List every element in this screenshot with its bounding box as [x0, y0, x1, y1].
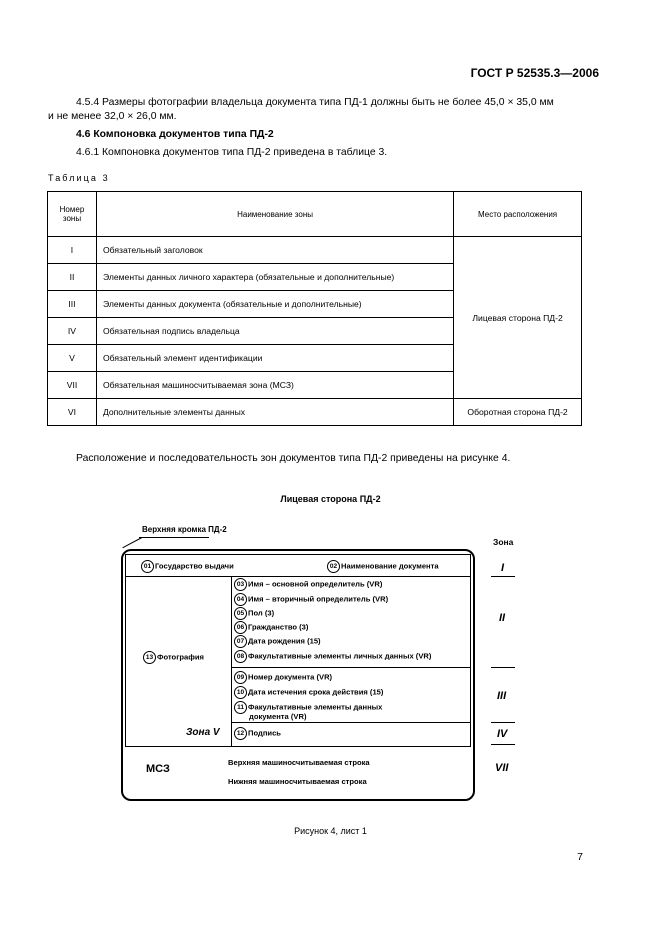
- field-number-badge: 09: [234, 671, 247, 684]
- figure-title: Лицевая сторона ПД-2: [280, 494, 381, 504]
- mrz-line-bottom: Нижняя машиносчитываемая строка: [228, 777, 367, 786]
- zone-v-label: Зона V: [186, 727, 220, 738]
- standard-header: ГОСТ Р 52535.3—2006: [470, 66, 599, 80]
- zone-number: IV: [48, 318, 97, 345]
- table-header-row: [48, 192, 582, 237]
- document-field: [234, 671, 332, 684]
- para-454-line2: и не менее 32,0 × 26,0 мм.: [48, 111, 177, 122]
- zone-tick: [491, 576, 515, 577]
- figure-intro: Расположение и последовательность зон документов типа ПД-2 приведены на рисунке 4.: [76, 453, 511, 464]
- document-field-continuation: документа (VR): [249, 712, 307, 721]
- mrz-label: МСЗ: [146, 763, 170, 775]
- zone-number: I: [48, 237, 97, 264]
- top-edge-leader: [122, 537, 142, 548]
- zone-name: Обязательная машиносчитываемая зона (МСЗ): [96, 372, 453, 399]
- section-46-heading: 4.6 Компоновка документов типа ПД-2: [76, 129, 274, 140]
- field-label: Факультативные элементы данных: [248, 702, 383, 712]
- field-label: Имя – вторичный определитель (VR): [248, 594, 389, 604]
- field-number-badge: 02: [327, 560, 340, 573]
- field-label: Гражданство (3): [248, 622, 309, 632]
- field-label: Имя – основной определитель (VR): [248, 579, 383, 589]
- zone-label-iii: III: [497, 690, 507, 702]
- zone-name: Дополнительные элементы данных: [96, 399, 453, 426]
- zone-name: Элементы данных документа (обязательные и дополнительные): [96, 291, 453, 318]
- field-label: Факультативные элементы личных данных (VR): [248, 651, 432, 661]
- zone-tick: [491, 667, 515, 668]
- table-row: [48, 399, 582, 426]
- field-number-badge: 13: [143, 651, 156, 664]
- field-label: Фотография: [157, 652, 204, 662]
- field-number-badge: 07: [234, 635, 247, 648]
- field-number-badge: 04: [234, 593, 247, 606]
- zone-column-label: Зона: [493, 537, 514, 547]
- para-461: 4.6.1 Компоновка документов типа ПД-2 приведена в таблице 3.: [76, 147, 388, 158]
- document-separator: [231, 722, 471, 723]
- document-field: [234, 686, 383, 699]
- zone-label-vii: VII: [495, 762, 509, 774]
- location-back: Оборотная сторона ПД-2: [454, 399, 582, 426]
- figure-caption: Рисунок 4, лист 1: [294, 826, 367, 836]
- page-number: 7: [577, 851, 583, 863]
- field-number-badge: 06: [234, 621, 247, 634]
- personal-field: [234, 635, 321, 648]
- header-location: Место расположения: [454, 192, 582, 237]
- field-number-badge: 10: [234, 686, 247, 699]
- field-label: Подпись: [248, 728, 281, 738]
- zone-tick: [491, 744, 515, 745]
- header-zone-name: Наименование зоны: [96, 192, 453, 237]
- header-separator: [125, 576, 471, 577]
- field-label: Государство выдачи: [155, 561, 234, 571]
- zone-number: V: [48, 345, 97, 372]
- photo-field: [143, 651, 204, 664]
- field-label: Пол (3): [248, 608, 275, 618]
- zone-number: II: [48, 264, 97, 291]
- zone-name: Элементы данных личного характера (обязательные и дополнительные): [96, 264, 453, 291]
- table-3: [47, 191, 582, 426]
- field-label: Дата истечения срока действия (15): [248, 687, 384, 697]
- field-number-badge: 08: [234, 650, 247, 663]
- field-number-badge: 12: [234, 727, 247, 740]
- zone-name: Обязательная подпись владельца: [96, 318, 453, 345]
- zone-name: Обязательный заголовок: [96, 237, 453, 264]
- top-edge-label: Верхняя кромка ПД-2: [142, 525, 227, 534]
- signature-field: [234, 727, 281, 740]
- field-number-badge: 05: [234, 607, 247, 620]
- issuing-state-field: [141, 560, 234, 573]
- field-label: Номер документа (VR): [248, 672, 333, 682]
- photo-divider: [231, 576, 232, 747]
- para-454-line1: 4.5.4 Размеры фотографии владельца документа типа ПД-1 должны быть не более 45,0 × 35,0 мм: [76, 97, 554, 108]
- field-number-badge: 11: [234, 701, 247, 714]
- zone-tick: [491, 722, 515, 723]
- table-row: [48, 237, 582, 264]
- personal-field: [234, 578, 382, 591]
- field-label: Дата рождения (15): [248, 636, 321, 646]
- table-caption: Таблица 3: [48, 173, 110, 183]
- zone-number: III: [48, 291, 97, 318]
- zone-name: Обязательный элемент идентификации: [96, 345, 453, 372]
- document-name-field: [327, 560, 439, 573]
- personal-field: [234, 593, 388, 606]
- field-label: Наименование документа: [341, 561, 439, 571]
- personal-separator: [231, 667, 471, 668]
- personal-field: [234, 607, 274, 620]
- top-edge-underline: [139, 537, 209, 538]
- zone-label-i: I: [501, 562, 505, 574]
- zone-number: VI: [48, 399, 97, 426]
- personal-field: [234, 650, 431, 663]
- header-zone-number: Номер зоны: [48, 192, 97, 237]
- zone-number: VII: [48, 372, 97, 399]
- location-front: Лицевая сторона ПД-2: [454, 237, 582, 399]
- field-number-badge: 03: [234, 578, 247, 591]
- mrz-line-top: Верхняя машиносчитываемая строка: [228, 758, 370, 767]
- zone-label-iv: IV: [497, 728, 508, 740]
- personal-field: [234, 621, 308, 634]
- field-number-badge: 01: [141, 560, 154, 573]
- zone-label-ii: II: [499, 612, 506, 624]
